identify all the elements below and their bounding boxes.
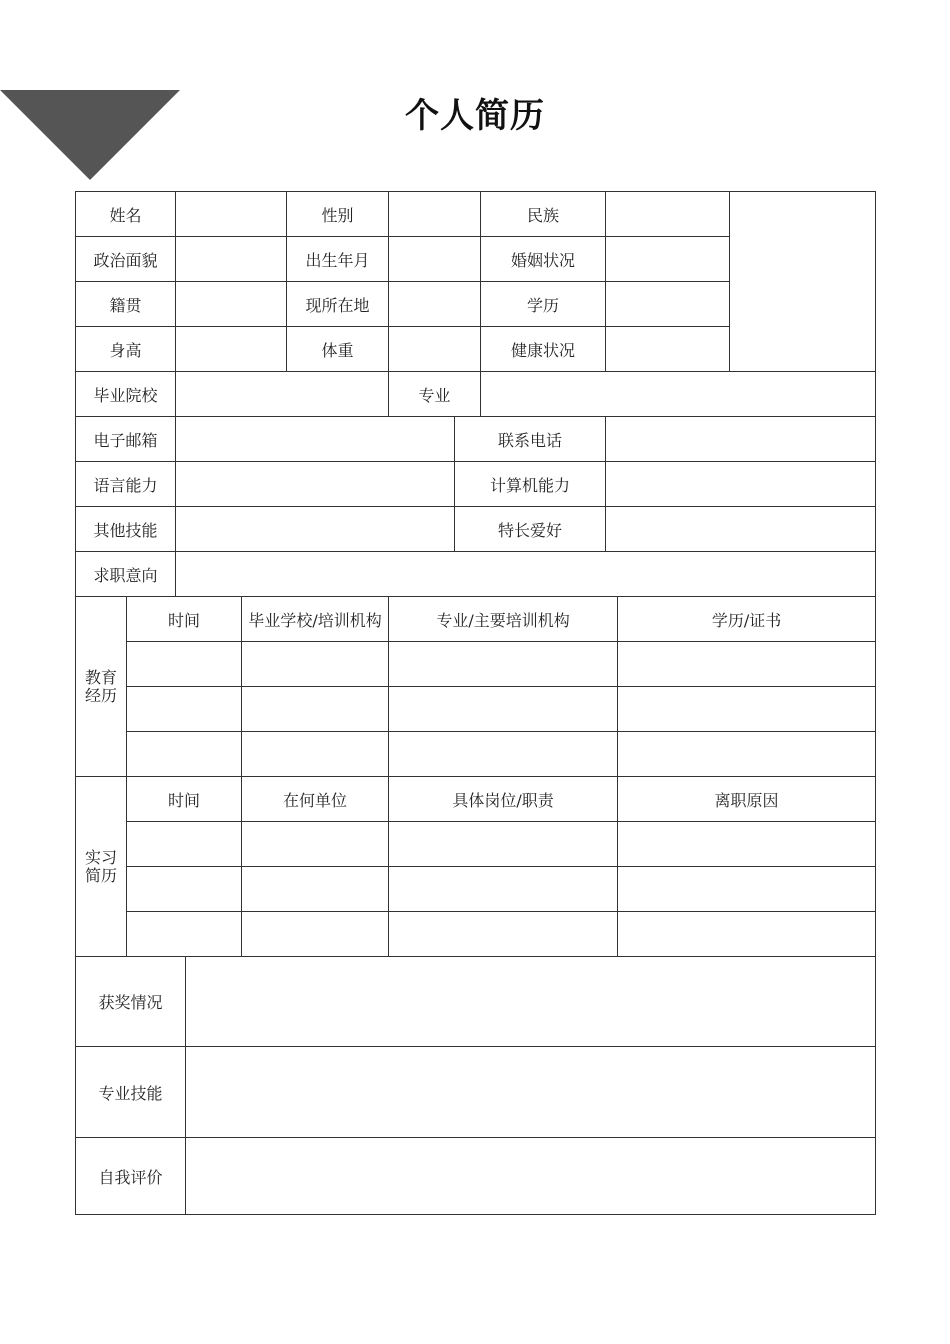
intern-cell[interactable]	[389, 867, 618, 912]
intern-cell[interactable]	[242, 822, 389, 867]
field-health[interactable]	[606, 327, 730, 372]
label-phone: 联系电话	[455, 417, 606, 462]
edu-cell[interactable]	[618, 732, 876, 777]
label-job-intent: 求职意向	[76, 552, 176, 597]
edu-header-school: 毕业学校/培训机构	[242, 597, 389, 642]
edu-header-major: 专业/主要培训机构	[389, 597, 618, 642]
edu-cell[interactable]	[389, 642, 618, 687]
edu-header-time: 时间	[127, 597, 242, 642]
label-political: 政治面貌	[76, 237, 176, 282]
edu-cell[interactable]	[242, 642, 389, 687]
label-name: 姓名	[76, 192, 176, 237]
field-political[interactable]	[176, 237, 287, 282]
field-weight[interactable]	[389, 327, 481, 372]
label-awards: 获奖情况	[76, 957, 186, 1047]
intern-header-company: 在何单位	[242, 777, 389, 822]
edu-cell[interactable]	[389, 687, 618, 732]
label-language: 语言能力	[76, 462, 176, 507]
field-computer[interactable]	[606, 462, 876, 507]
intern-cell[interactable]	[242, 912, 389, 957]
page-title: 个人简历	[405, 96, 545, 136]
intern-cell[interactable]	[389, 822, 618, 867]
field-awards[interactable]	[186, 957, 876, 1047]
label-residence: 现所在地	[287, 282, 389, 327]
internship-section-label: 实习 简历	[76, 777, 127, 957]
edu-cell[interactable]	[127, 687, 242, 732]
edu-cell[interactable]	[242, 687, 389, 732]
label-hobbies: 特长爱好	[455, 507, 606, 552]
field-gender[interactable]	[389, 192, 481, 237]
field-residence[interactable]	[389, 282, 481, 327]
photo-box[interactable]	[730, 192, 876, 372]
field-ethnicity[interactable]	[606, 192, 730, 237]
intern-header-time: 时间	[127, 777, 242, 822]
edu-cell[interactable]	[127, 642, 242, 687]
edu-cell[interactable]	[618, 687, 876, 732]
intern-cell[interactable]	[389, 912, 618, 957]
field-pro-skills[interactable]	[186, 1047, 876, 1138]
label-pro-skills: 专业技能	[76, 1047, 186, 1138]
resume-form-table	[75, 191, 876, 1215]
field-hometown[interactable]	[176, 282, 287, 327]
label-education: 学历	[481, 282, 606, 327]
field-job-intent[interactable]	[176, 552, 876, 597]
edu-cell[interactable]	[242, 732, 389, 777]
field-education[interactable]	[606, 282, 730, 327]
field-language[interactable]	[176, 462, 455, 507]
field-self-eval[interactable]	[186, 1138, 876, 1215]
intern-header-reason: 离职原因	[618, 777, 876, 822]
field-height[interactable]	[176, 327, 287, 372]
field-major[interactable]	[481, 372, 876, 417]
education-section-label: 教育 经历	[76, 597, 127, 777]
intern-header-position: 具体岗位/职责	[389, 777, 618, 822]
label-birth: 出生年月	[287, 237, 389, 282]
field-name[interactable]	[176, 192, 287, 237]
label-ethnicity: 民族	[481, 192, 606, 237]
label-other-skills: 其他技能	[76, 507, 176, 552]
edu-cell[interactable]	[389, 732, 618, 777]
intern-cell[interactable]	[618, 912, 876, 957]
label-weight: 体重	[287, 327, 389, 372]
edu-cell[interactable]	[618, 642, 876, 687]
edu-cell[interactable]	[127, 732, 242, 777]
edu-header-degree: 学历/证书	[618, 597, 876, 642]
intern-cell[interactable]	[127, 867, 242, 912]
intern-cell[interactable]	[127, 822, 242, 867]
label-hometown: 籍贯	[76, 282, 176, 327]
field-email[interactable]	[176, 417, 455, 462]
label-computer: 计算机能力	[455, 462, 606, 507]
label-school: 毕业院校	[76, 372, 176, 417]
intern-cell[interactable]	[242, 867, 389, 912]
intern-cell[interactable]	[127, 912, 242, 957]
field-school[interactable]	[176, 372, 389, 417]
label-major: 专业	[389, 372, 481, 417]
label-marital: 婚姻状况	[481, 237, 606, 282]
label-health: 健康状况	[481, 327, 606, 372]
field-marital[interactable]	[606, 237, 730, 282]
field-birth[interactable]	[389, 237, 481, 282]
field-phone[interactable]	[606, 417, 876, 462]
intern-cell[interactable]	[618, 867, 876, 912]
field-hobbies[interactable]	[606, 507, 876, 552]
intern-cell[interactable]	[618, 822, 876, 867]
field-other-skills[interactable]	[176, 507, 455, 552]
label-height: 身高	[76, 327, 176, 372]
label-self-eval: 自我评价	[76, 1138, 186, 1215]
label-gender: 性别	[287, 192, 389, 237]
label-email: 电子邮箱	[76, 417, 176, 462]
